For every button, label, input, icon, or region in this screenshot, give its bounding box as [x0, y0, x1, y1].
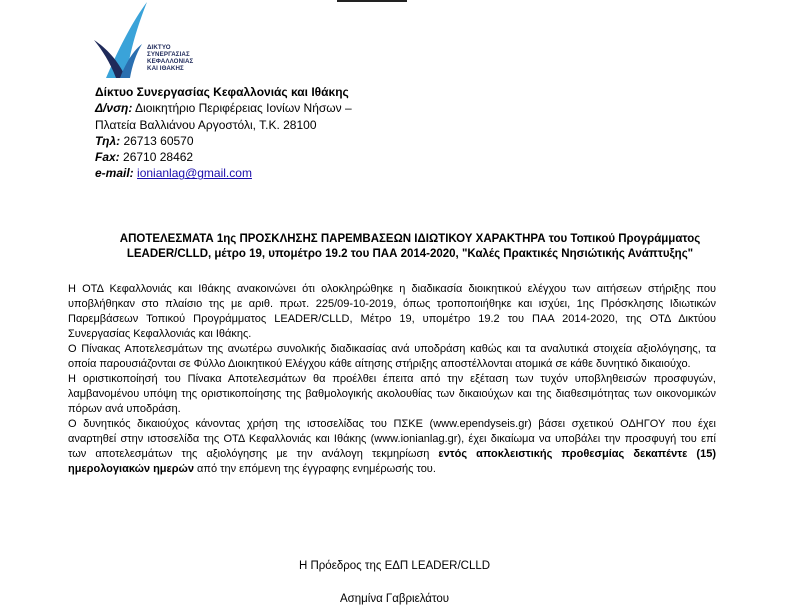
logo-line: ΔΙΚΤΥΟ [147, 44, 171, 51]
phone-line [95, 133, 352, 149]
paragraph-1: Η ΟΤΔ Κεφαλλονιάς και Ιθάκης ανακοινώνει ότι ολοκληρώθηκε η διαδικασία διοικητικού ελέγχου των αιτήσεων στήριξης που υποβλήθηκαν στο πλαίσιο της με αριθ. πρωτ. 225/09-10-2019, όπως τροποποιήθηκε και ισχύει, 1ης Πρόσκλησης Ιδιωτικών Παρεμβάσεων Τοπικού Προγράμματος LEADER/CLLD, Μέτρο 19, υπομέτρο 19.2 του ΠΑΑ 2014-2020, της ΟΤΔ Δικτύου Συνεργασίας Κεφαλλονιάς και Ιθάκης. [68, 283, 716, 340]
address-label: Δ/νση: [95, 101, 133, 116]
fax-line [95, 149, 352, 165]
logo-line: ΚΑΙ ΙΘΑΚΗΣ [147, 65, 184, 72]
paragraph-2: Ο Πίνακας Αποτελεσμάτων της ανωτέρω συνολικής διαδικασίας ανά υποδράση καθώς και τα αναλυτικά στοιχεία αξιολόγησης, τα οποία παρουσιάζονται σε Φύλλο Διοικητικού Ελέγχου κάθε αίτησης στήριξης αποστέλλονται ατομικά σε κάθε δυνητικό δικαιούχο. [68, 343, 716, 370]
signatory-role: Η Πρόεδρος της ΕΔΠ LEADER/CLLD [298, 560, 491, 572]
paragraph-4 [68, 417, 716, 477]
contact-block [95, 84, 352, 182]
address-line-2: Πλατεία Βαλλιάνου Αργοστόλι, Τ.Κ. 28100 [95, 117, 317, 132]
email-line [95, 165, 352, 181]
title-line-2: LEADER/CLLD, μέτρο 19, υπομέτρο 19.2 του ΠΑΑ 2014-2020, "Καλές Πρακτικές Νησιώτικής Ανάπτυξης" [126, 248, 694, 260]
document-title [70, 232, 750, 262]
phone-label: Τηλ: [95, 133, 121, 148]
email-label: e-mail: [95, 166, 134, 181]
deadline-text: εντός αποκλειστικής προθεσμίας δεκαπέντε (15) ημερολογιακών ημερών [68, 448, 716, 475]
top-rule [337, 0, 407, 2]
document-body [68, 282, 716, 477]
paragraph-4-tail: από την επόμενη της έγγραφης ενημέρωσής του. [193, 463, 436, 475]
phone-value: 26713 60570 [120, 133, 194, 148]
org-name: Δίκτυο Συνεργασίας Κεφαλλονιάς και Ιθάκης [95, 85, 349, 99]
title-line-1: ΑΠΟΤΕΛΕΣΜΑΤΑ 1ης ΠΡΟΣΚΛΗΣΗΣ ΠΑΡΕΜΒΑΣΕΩΝ ΙΔΙΩΤΙΚΟΥ ΧΑΡΑΚΤΗΡΑ του Τοπικού Προγράμματος [119, 233, 701, 245]
address-value: Διοικητήριο Περιφέρειας Ιονίων Νήσων – [132, 101, 352, 116]
fax-label: Fax: [95, 150, 120, 165]
address-line-1 [95, 100, 352, 116]
logo-line: ΚΕΦΑΛΛΟΝΙΑΣ [147, 58, 194, 65]
logo-text [147, 44, 193, 72]
paragraph-3: Η οριστικοποίησή του Πίνακα Αποτελεσμάτων θα προέλθει έπειτα από την εξέταση των τυχόν υποβληθεισών προσφυγών, λαμβανομένου υπόψη της οριστικοποίησης της βαθμολογικής ακολουθίας των δικαιούχων και της διαθεσιμότητας των οικονομικών πόρων ανά υποδράση. [68, 373, 716, 415]
signatory-name: Ασημίνα Γαβριελάτου [339, 593, 450, 605]
paragraph-4-text: Ο δυνητικός δικαιούχος κάνοντας χρήση της ιστοσελίδας του ΠΣΚΕ (www.ependyseis.gr) βάσει σχετικού ΟΔΗΓΟΥ που έχει αναρτηθεί στην ιστοσελίδα της ΟΤΔ Κεφαλλονιάς και Ιθάκης (www.ionianlag.gr), έχει δικαίωμα να υποβάλει την προσφυγή του επί των αποτελεσμάτων της αξιολόγησης με την ανάλογη τεκμηρίωση [68, 418, 716, 460]
email-link[interactable]: ionianlag@gmail.com [137, 166, 252, 181]
fax-value: 26710 28462 [119, 150, 194, 165]
logo-line: ΣΥΝΕΡΓΑΣΙΑΣ [147, 51, 190, 58]
